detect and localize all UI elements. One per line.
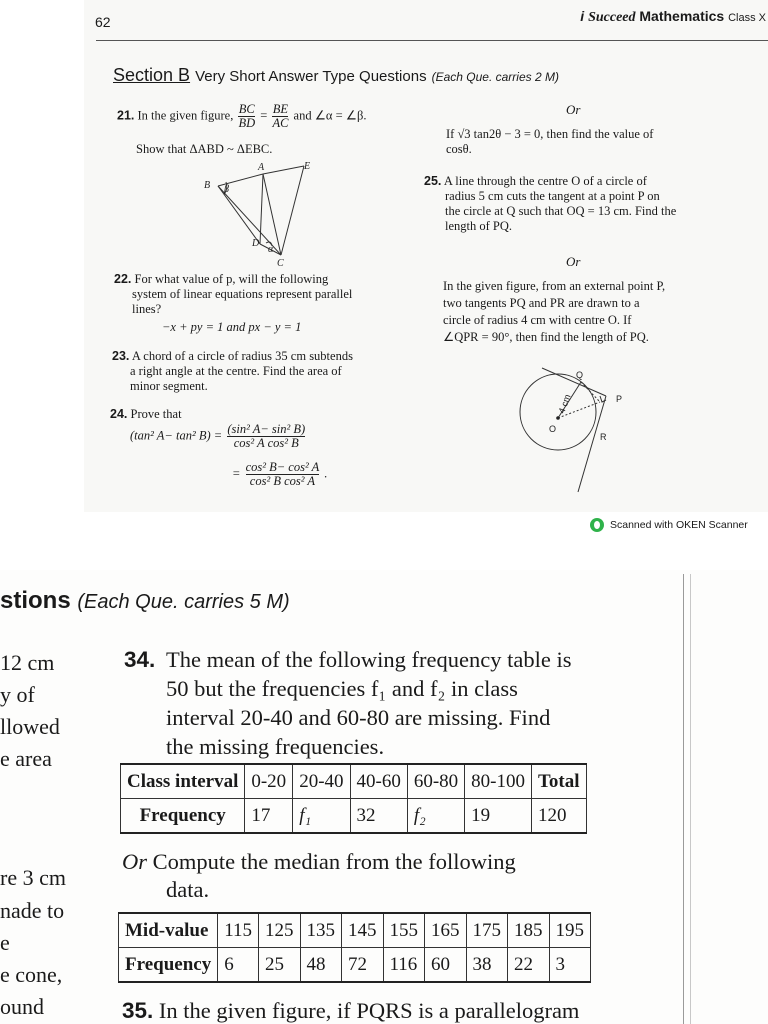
fig2-label-q: Q <box>576 370 584 380</box>
q25-number: 25. <box>424 174 442 188</box>
or34-label: Or <box>122 849 148 874</box>
cut-line: ound <box>0 994 44 1019</box>
cut-line: 12 cm <box>0 650 55 675</box>
fig2-label-p: P <box>616 394 623 404</box>
q34-line-3: interval 20-40 and 60-80 are missing. Find <box>166 705 551 730</box>
table-cell: 0-20 <box>245 764 293 799</box>
table-cell: f₂ <box>407 799 464 834</box>
q23-line-2: a right angle at the centre. Find the area of <box>130 364 342 378</box>
table-cell: 38 <box>466 948 508 983</box>
scanner-text: Scanned with OKEN Scanner <box>610 519 748 531</box>
q22-line-1: For what value of p, will the following <box>134 272 329 286</box>
table-cell: 165 <box>425 913 467 948</box>
q22-line-2: system of linear equations represent parallel <box>132 287 353 301</box>
q25-line-3: the circle at Q such that OQ = 13 cm. Find the <box>445 204 677 218</box>
book-brand-header <box>580 8 766 26</box>
q24-f2-num: cos² B− cos² A <box>245 460 320 474</box>
or2-line-4: ∠QPR = 90°, then find the length of PQ. <box>443 330 649 344</box>
q22-line-3: lines? <box>132 302 162 316</box>
q24-end: . <box>324 466 328 481</box>
q23-line-1: A chord of a circle of radius 35 cm subtends <box>131 349 353 363</box>
question-34-or <box>122 848 682 904</box>
fig-label-d: D <box>252 238 260 249</box>
section-marks: (Each Que. carries 2 M) <box>431 70 559 84</box>
q21-fraction-2 <box>272 103 288 130</box>
q24-f1-num: (sin² A− sin² B) <box>227 422 306 436</box>
cut-line: re 3 cm <box>0 865 66 890</box>
table-cell: Frequency <box>121 799 245 834</box>
q34-line-4: the missing frequencies. <box>166 734 385 759</box>
heading-marks: (Each Que. carries 5 M) <box>77 591 290 613</box>
page-number: 62 <box>95 14 111 30</box>
frequency-table-2 <box>118 912 591 983</box>
question-23 <box>112 349 412 394</box>
fig-label-e: E <box>304 161 311 172</box>
header-rule <box>96 40 768 41</box>
brand-succeed: Succeed <box>588 10 636 25</box>
q21-eq: = <box>260 108 268 123</box>
q24-identity-line2 <box>232 461 328 488</box>
or2-line-1: In the given figure, from an external point P, <box>443 279 666 293</box>
brand-i: i <box>580 8 585 24</box>
q25-line-4: length of PQ. <box>445 219 513 233</box>
fig-label-a: A <box>258 162 265 173</box>
section-b-heading <box>113 65 559 86</box>
frequency-table-1 <box>120 763 587 834</box>
q34-number: 34. <box>124 647 156 672</box>
cut-line: nade to <box>0 898 65 923</box>
q21-fraction-1 <box>238 103 255 130</box>
table-row <box>119 948 591 983</box>
table-cell: 125 <box>259 913 301 948</box>
q24-eq: = <box>232 466 241 481</box>
cut-line: e cone, <box>0 962 63 987</box>
q35-text: In the given figure, if PQRS is a parallelogram <box>158 998 580 1023</box>
table-cell: f₁ <box>293 799 350 834</box>
table-cell: 195 <box>549 913 591 948</box>
table-cell: Total <box>532 764 587 799</box>
table-cell: 135 <box>300 913 342 948</box>
q24-fraction-1 <box>227 423 305 450</box>
table-cell: 22 <box>508 948 550 983</box>
q21-f2-den: AC <box>272 116 289 130</box>
table-cell: 40-60 <box>350 764 407 799</box>
question-22 <box>114 272 414 317</box>
q24-identity-line1 <box>130 423 307 450</box>
table-cell: 3 <box>549 948 591 983</box>
table-cell: 17 <box>245 799 293 834</box>
q21-triangle-figure <box>196 160 326 270</box>
cut-line: e <box>0 930 10 955</box>
q21-line2: Show that ΔABD ~ ΔEBC. <box>136 142 273 156</box>
table-cell: 19 <box>465 799 532 834</box>
table-cell: Class interval <box>121 764 245 799</box>
q21-text-a: In the given figure, <box>137 108 234 123</box>
table-cell: 120 <box>532 799 587 834</box>
q22-number: 22. <box>114 272 132 286</box>
table-cell: 80-100 <box>465 764 532 799</box>
cut-line: llowed <box>0 714 60 739</box>
heading-cut-text: stions <box>0 587 71 614</box>
or34-line-1: Compute the median from the following <box>152 849 516 874</box>
q21-text-b: and ∠α = ∠β. <box>293 108 367 123</box>
question-25 <box>424 174 734 234</box>
question-35 <box>122 998 579 1024</box>
or2-question <box>443 278 753 346</box>
fig-label-c: C <box>277 258 284 269</box>
question-34 <box>124 645 664 761</box>
q24-lhs: (tan² A− tan² B) = <box>130 428 223 443</box>
fig2-label-r: R <box>600 432 607 442</box>
table-cell: 115 <box>218 913 259 948</box>
q25-line-2: radius 5 cm cuts the tangent at a point P on <box>445 189 660 203</box>
table-row <box>119 913 591 948</box>
scanner-watermark <box>590 518 748 532</box>
q23-number: 23. <box>112 349 130 363</box>
page-binding-line-2 <box>690 574 691 1024</box>
fig-label-beta: β <box>224 184 229 195</box>
q34-line-1: The mean of the following frequency table is <box>166 647 572 672</box>
q24-fraction-2 <box>246 461 320 488</box>
q21-number: 21. <box>117 108 135 123</box>
q24-f2-den: cos² B cos² A <box>249 474 316 488</box>
q24-number: 24. <box>110 407 128 421</box>
brand-class: Class X <box>728 12 766 24</box>
q22-equations: −x + py = 1 and px − y = 1 <box>162 320 302 334</box>
table-cell: 20-40 <box>293 764 350 799</box>
section-name: Section B <box>113 65 191 85</box>
page-binding-line <box>683 574 684 1024</box>
table-cell: 72 <box>342 948 384 983</box>
table-cell: 175 <box>466 913 508 948</box>
long-answer-heading <box>0 587 290 615</box>
table-row <box>121 799 587 834</box>
table-cell: 185 <box>508 913 550 948</box>
question-24 <box>110 407 182 422</box>
q23-line-3: minor segment. <box>130 379 208 393</box>
or34-line-2: data. <box>166 877 210 902</box>
or2-line-3: circle of radius 4 cm with centre O. If <box>443 313 632 327</box>
q21-f1-den: BD <box>238 116 256 130</box>
or2-line-2: two tangents PQ and PR are drawn to a <box>443 296 640 310</box>
q35-number: 35. <box>122 998 154 1023</box>
or1-line-1: If √3 tan2θ − 3 = 0, then find the value of <box>446 127 654 141</box>
or-label-2: Or <box>566 254 581 269</box>
table-cell: Mid-value <box>119 913 218 948</box>
q24-f1-den: cos² A cos² B <box>233 436 299 450</box>
table-cell: 155 <box>383 913 425 948</box>
question-21 <box>117 103 366 130</box>
fig-label-b: B <box>204 180 211 191</box>
q21-f1-num: BC <box>238 102 255 116</box>
brand-subject: Mathematics <box>639 8 725 24</box>
table-cell: 25 <box>259 948 301 983</box>
or-label-1: Or <box>566 102 581 117</box>
cut-line: y of <box>0 682 35 707</box>
table-cell: 60-80 <box>407 764 464 799</box>
fig2-label-o: O <box>549 424 557 434</box>
section-title: Very Short Answer Type Questions <box>195 68 427 85</box>
table-row <box>121 764 587 799</box>
or1-line-2: cosθ. <box>446 142 472 156</box>
table-cell: 6 <box>218 948 259 983</box>
table-cell: 32 <box>350 799 407 834</box>
tangents-circle-figure <box>508 360 648 500</box>
q21-f2-num: BE <box>272 102 289 116</box>
table-cell: 48 <box>300 948 342 983</box>
scanner-logo-icon <box>590 518 604 532</box>
fig2-label-radius: 4 cm <box>556 392 573 415</box>
table-cell: 116 <box>383 948 425 983</box>
table-cell: 60 <box>425 948 467 983</box>
table-cell: 145 <box>342 913 384 948</box>
q34-line-2: 50 but the frequencies f₁ and f₂ in class <box>166 676 518 701</box>
q25-line-1: A line through the centre O of a circle of <box>443 174 647 188</box>
cut-line: e area <box>0 746 52 771</box>
table-cell: Frequency <box>119 948 218 983</box>
fig-label-alpha: α <box>268 244 274 255</box>
or1-question <box>446 127 746 157</box>
q24-text: Prove that <box>130 407 182 421</box>
